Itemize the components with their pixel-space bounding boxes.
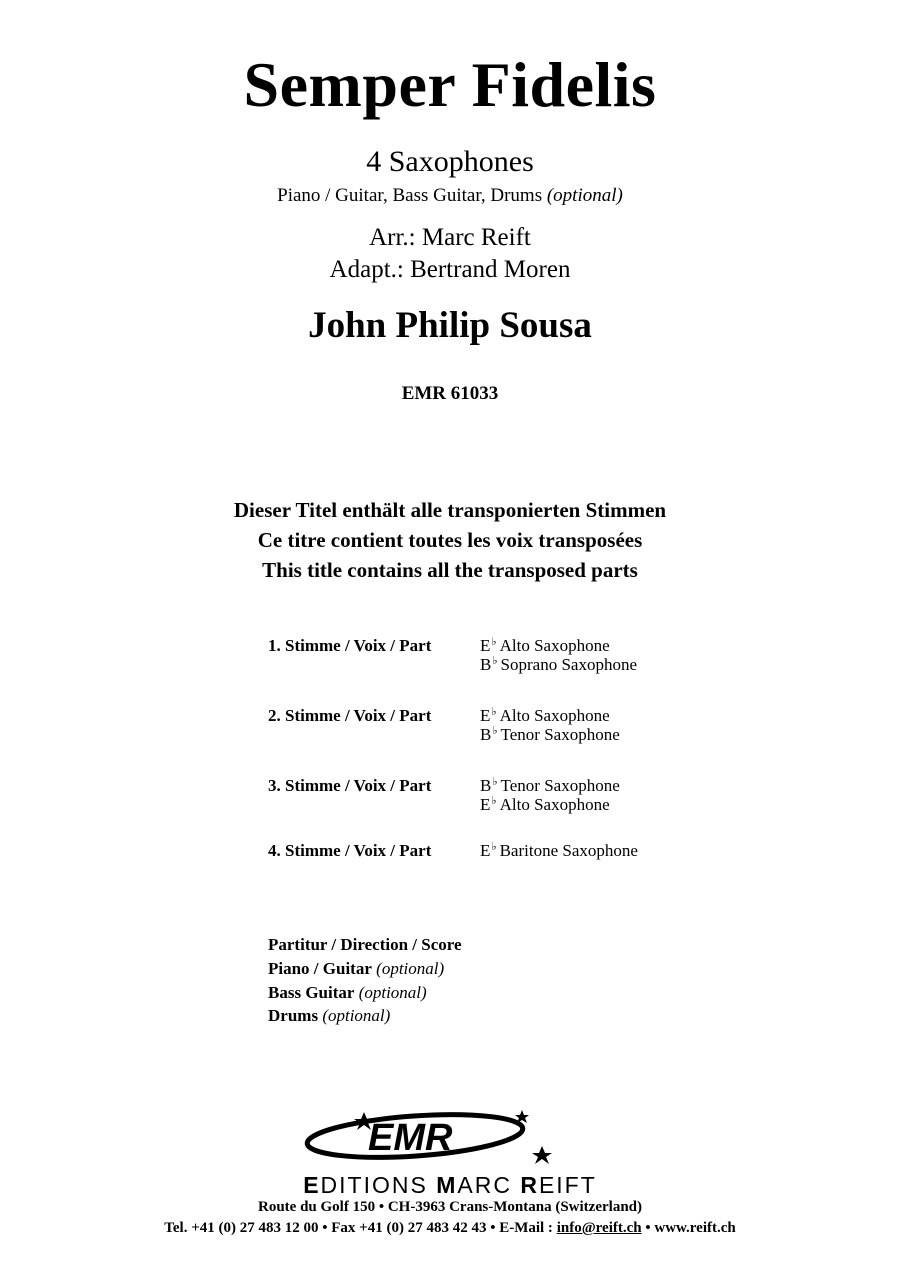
publisher-contact: Tel. +41 (0) 27 483 12 00 • Fax +41 (0) 27 483 42 43 • E-Mail : info@reift.ch • www.reift.ch <box>164 1220 736 1236</box>
notice-french: Ce titre contient toutes les voix transposées <box>257 528 643 552</box>
part-2-label: 2. Stimme / Voix / Part <box>268 706 432 725</box>
extra-drums: Drums (optional) <box>268 1006 391 1025</box>
part-3-instrument-2: E♭ Alto Saxophone <box>480 795 610 814</box>
publisher-address: Route du Golf 150 • CH-3963 Crans-Montana (Switzerland) <box>258 1199 642 1215</box>
notice-german: Dieser Titel enthält alle transponierten Stimmen <box>233 498 667 522</box>
flat-icon: ♭ <box>491 636 497 648</box>
flat-icon: ♭ <box>491 841 497 853</box>
part-2-instrument-2: B♭ Tenor Saxophone <box>480 725 620 744</box>
emr-logo <box>300 1106 580 1170</box>
logo-text: EMR <box>368 1117 453 1159</box>
extra-piano-guitar: Piano / Guitar (optional) <box>268 959 445 978</box>
publisher-name: EDITIONS MARC REIFT <box>303 1172 597 1198</box>
flat-icon: ♭ <box>491 795 497 807</box>
part-2-instrument-1: E♭ Alto Saxophone <box>480 706 610 725</box>
accompaniment-line <box>0 185 900 207</box>
extra-score: Partitur / Direction / Score <box>268 935 462 954</box>
arranger: Arr.: Marc Reift <box>369 224 531 251</box>
flat-icon: ♭ <box>492 725 498 737</box>
part-3-label: 3. Stimme / Voix / Part <box>268 776 432 795</box>
notice-english: This title contains all the transposed parts <box>262 558 638 582</box>
part-4-label: 4. Stimme / Voix / Part <box>268 841 432 860</box>
part-3-instrument-1: B♭ Tenor Saxophone <box>480 776 620 795</box>
part-1-instrument-2: B♭ Soprano Saxophone <box>480 655 638 674</box>
flat-icon: ♭ <box>492 776 498 788</box>
part-4-instrument-1: E♭ Baritone Saxophone <box>480 841 638 860</box>
accompaniment-text: Piano / Guitar, Bass Guitar, Drums <box>277 185 543 206</box>
composer: John Philip Sousa <box>308 305 592 346</box>
email-link[interactable]: info@reift.ch <box>556 1220 642 1236</box>
part-1-instrument-1: E♭ Alto Saxophone <box>480 636 610 655</box>
flat-icon: ♭ <box>492 655 498 667</box>
star-icon <box>532 1146 552 1164</box>
adapter: Adapt.: Bertrand Moren <box>329 256 571 283</box>
catalog-number: EMR 61033 <box>401 383 499 404</box>
part-1-label: 1. Stimme / Voix / Part <box>268 636 432 655</box>
piece-title: Semper Fidelis <box>243 49 657 120</box>
flat-icon: ♭ <box>491 706 497 718</box>
extra-bass-guitar: Bass Guitar (optional) <box>268 983 427 1002</box>
optional-tag: (optional) <box>546 185 623 206</box>
instrumentation: 4 Saxophones <box>366 145 534 178</box>
